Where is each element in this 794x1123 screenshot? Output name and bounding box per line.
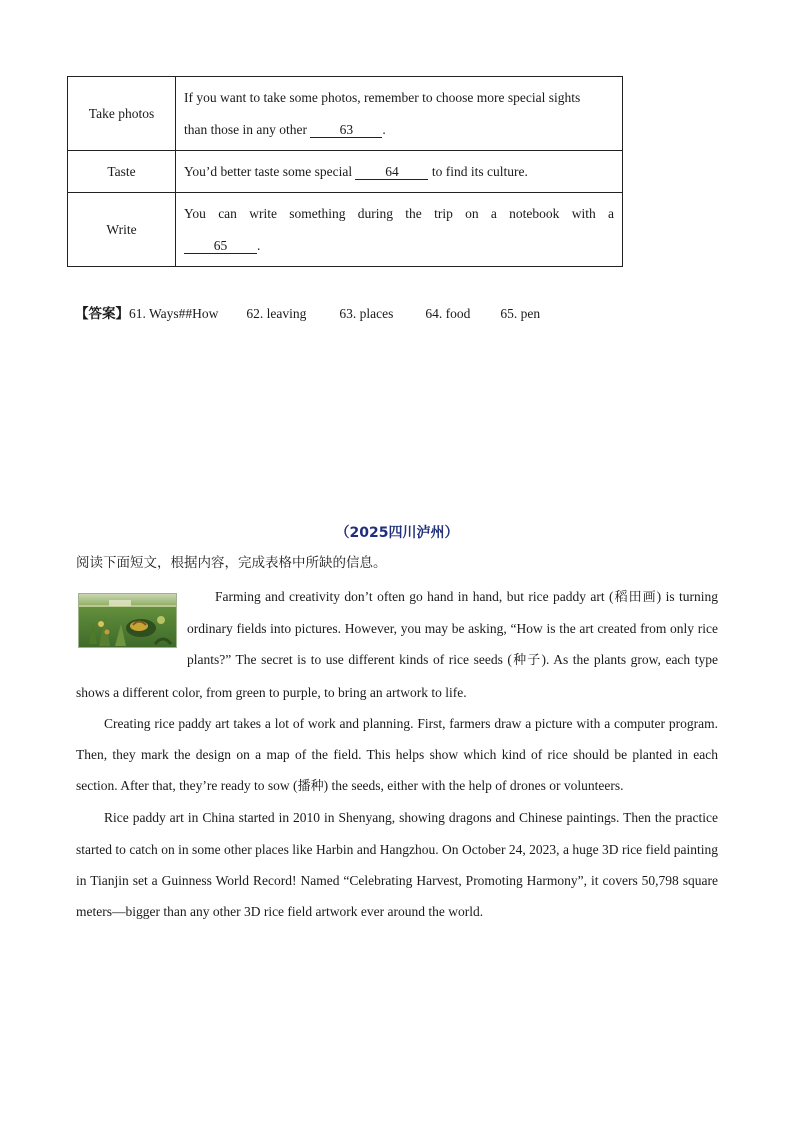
table-row: [68, 151, 623, 193]
answer-tag: 【答案】: [75, 306, 129, 322]
row-content: [176, 151, 623, 193]
answer-item: 62. leaving: [246, 306, 307, 321]
row-word: can: [218, 205, 237, 221]
answer-key: [75, 302, 540, 322]
row-word: the: [405, 205, 422, 221]
chinese-gloss: 稻田画: [613, 590, 657, 605]
answer-item: 63. places: [339, 306, 394, 321]
row-word: a: [608, 205, 614, 221]
row-text-line1: If you want to take some photos, remember to choose more special sights: [184, 89, 581, 105]
chinese-gloss: 种子: [511, 653, 542, 669]
answer-blank-65: 65: [184, 238, 257, 254]
row-content: [176, 193, 623, 267]
row-text-line1: [184, 198, 614, 230]
table-row: [68, 77, 623, 151]
row-text: than those in any other: [184, 121, 311, 137]
image-float-spacer: [76, 581, 187, 671]
answer-item: 65. pen: [500, 306, 541, 321]
row-word: with: [571, 205, 596, 221]
row-word: write: [249, 205, 277, 221]
row-word: on: [465, 205, 479, 221]
chinese-gloss: 播种: [297, 779, 324, 795]
answer-item: 64. food: [425, 306, 471, 321]
paragraph-text: ) is turning ordinary fields into pictures. However, you may be asking, “How is the art created from only rice plants?” The secret is to use different kinds of rice seeds (: [187, 589, 718, 668]
info-table: [67, 76, 623, 267]
row-word: during: [357, 205, 394, 221]
row-text: You’d better taste some special: [184, 163, 356, 179]
paragraph-text: ). As the plants grow, each type shows a different color, from green to purple, to bring an artwork to life.: [76, 652, 718, 700]
row-text: to find its culture.: [428, 163, 528, 179]
row-label: Taste: [68, 151, 176, 193]
paragraph-text: Creating rice paddy art takes a lot of work and planning. First, farmers draw a picture with a computer program. Then, they mark the design on a map of the field. This helps show which kind of rice should be planted in each section. After that, they’re ready to sow (: [76, 715, 718, 794]
instruction-text: 阅读下面短文，根据内容，完成表格中所缺的信息。: [76, 555, 387, 571]
row-word: something: [289, 205, 346, 221]
section-title: （2025四川泸州）: [335, 525, 459, 541]
article-body: [76, 581, 718, 927]
row-content: [176, 77, 623, 151]
row-word: a: [490, 205, 497, 221]
row-text-line2: [184, 114, 614, 146]
row-text: .: [382, 121, 386, 137]
paragraph-text: ) the seeds, either with the help of drones or volunteers.: [323, 778, 624, 794]
paragraph-2: [76, 708, 718, 803]
answer-blank-63: 63: [310, 122, 382, 138]
answer-item: 61. Ways##How: [129, 306, 219, 321]
row-text: .: [257, 237, 261, 253]
row-word: notebook: [509, 205, 560, 221]
row-label: Write: [68, 193, 176, 267]
paragraph-3: Rice paddy art in China started in 2010 in Shenyang, showing dragons and Chinese paintings. Then the practice started to catch on in some other places like Harbin and Hangzhou. On October 24, 2023, a huge 3D rice field painting in Tianjin set a Guinness World Record! Named “Celebrating Harvest, Promoting Harmony”, it covers 50,798 square meters—bigger than any other 3D rice field artwork ever around the world.: [76, 810, 718, 920]
paragraph-text: Farming and creativity don’t often go hand in hand, but rice paddy art (: [215, 589, 614, 604]
table-row: [68, 193, 623, 267]
row-word: trip: [434, 205, 453, 221]
row-text-line2: [184, 230, 614, 262]
answer-blank-64: 64: [355, 164, 428, 180]
row-label: Take photos: [68, 77, 176, 151]
row-word: You: [184, 205, 206, 221]
